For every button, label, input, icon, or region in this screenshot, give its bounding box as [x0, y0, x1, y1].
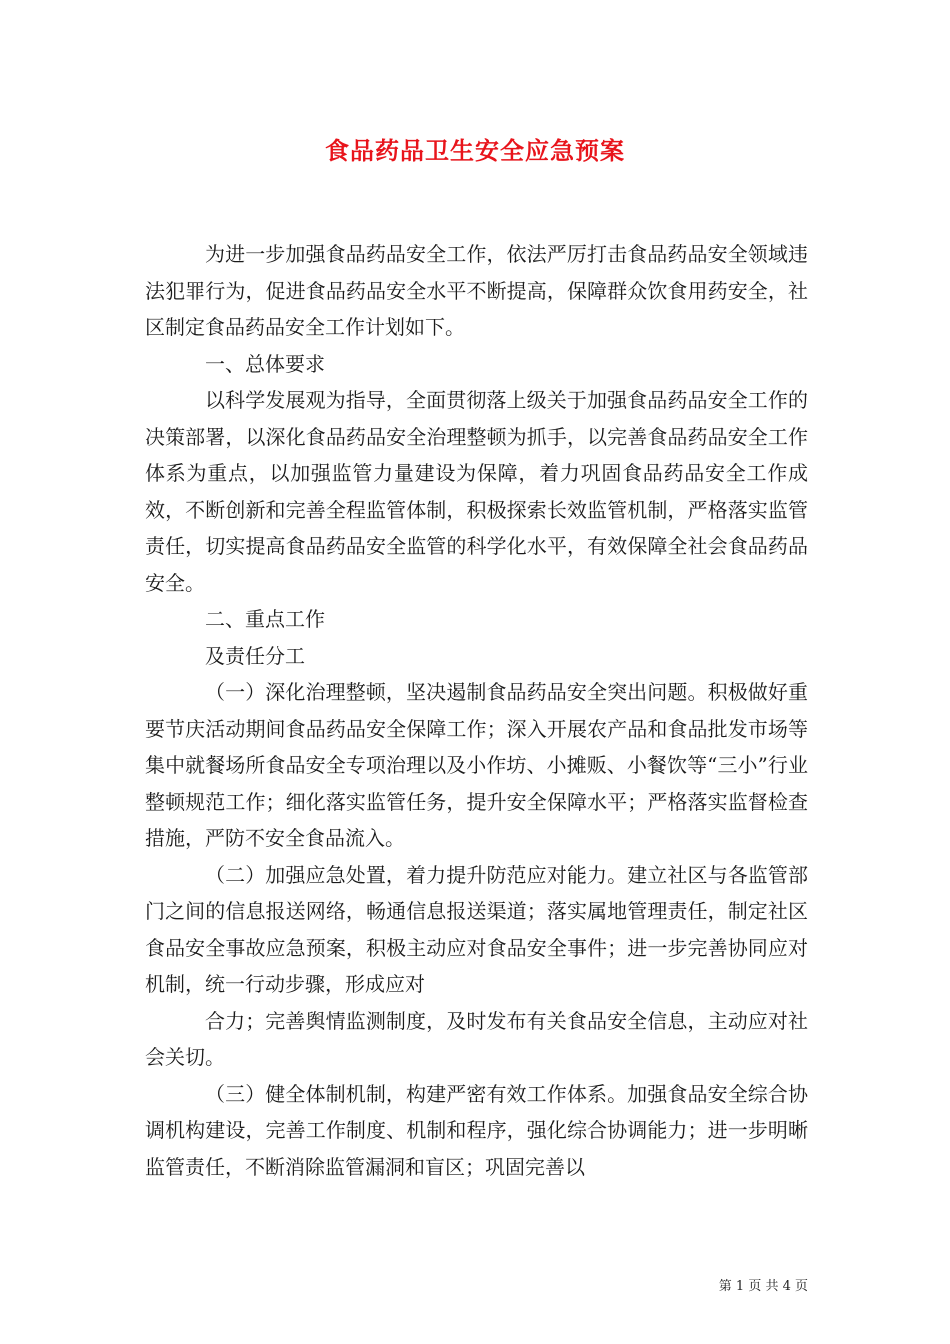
item-three-paragraph: （三）健全体制机制，构建严密有效工作体系。加强食品安全综合协调机构建设，完善工作制度、机制和程序，强化综合协调能力；进一步明晰监管责任，不断消除监管漏洞和盲区；巩固完善以: [145, 1081, 808, 1179]
section-heading-general: 一、总体要求: [205, 351, 325, 376]
item-one-paragraph: （一）深化治理整顿，坚决遏制食品药品安全突出问题。积极做好重要节庆活动期间食品药品安全保障工作；深入开展农产品和食品批发市场等集中就餐场所食品安全专项治理以及小作坊、小摊贩、小餐饮等“三小”行业整顿规范工作；细化落实监管任务，提升安全保障水平；严格落实监督检查措施，严防不安全食品流入。: [145, 680, 808, 850]
section-heading-responsibility: 及责任分工: [205, 643, 305, 668]
document-body: [145, 236, 808, 1185]
item-two-continued-paragraph: 合力；完善舆情监测制度，及时发布有关食品安全信息，主动应对社会关切。: [145, 1008, 808, 1069]
intro-paragraph: 为进一步加强食品药品安全工作，依法严厉打击食品药品安全领域违法犯罪行为，促进食品药品安全水平不断提高，保障群众饮食用药安全，社区制定食品药品安全工作计划如下。: [145, 242, 808, 339]
general-requirements-paragraph: 以科学发展观为指导，全面贯彻落上级关于加强食品药品安全工作的决策部署，以深化食品药品安全治理整顿为抓手，以完善食品药品安全工作体系为重点，以加强监管力量建设为保障，着力巩固食品药品安全工作成效，不断创新和完善全程监管体制，积极探索长效监管机制，严格落实监管责任，切实提高食品药品安全监管的科学化水平，有效保障全社会食品药品安全。: [145, 388, 808, 595]
page-number: 第 1 页 共 4 页: [718, 1279, 808, 1294]
section-heading-key-work: 二、重点工作: [205, 607, 325, 631]
item-two-paragraph: （二）加强应急处置，着力提升防范应对能力。建立社区与各监管部门之间的信息报送网络，畅通信息报送渠道；落实属地管理责任，制定社区食品安全事故应急预案，积极主动应对食品安全事件；进一步完善协同应对机制，统一行动步骤，形成应对: [145, 862, 808, 996]
document-title: 食品药品卫生安全应急预案: [325, 137, 625, 165]
